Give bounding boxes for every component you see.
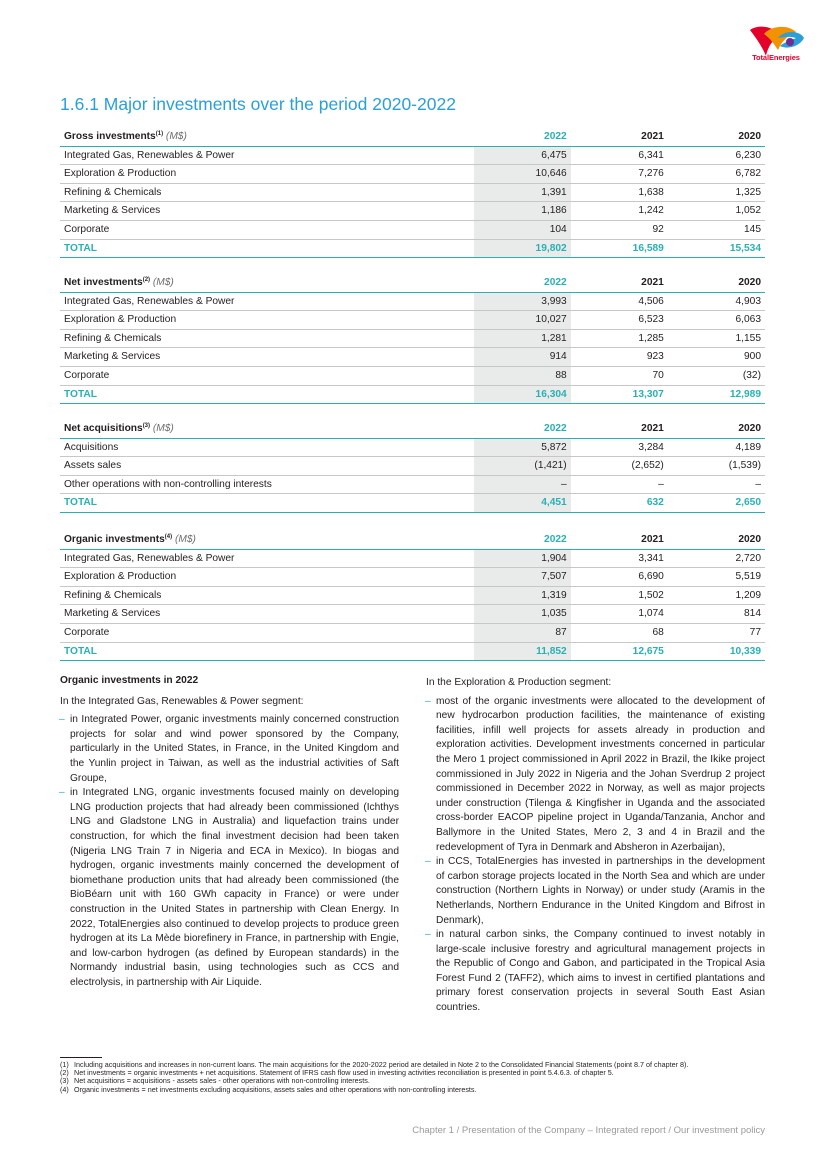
list-item: – in Integrated LNG, organic investments focused mainly on developing LNG production projects that had already been commissioned (Ichthys LNG and Gladstone LNG in Australia) and liquefaction trains under construction, for which the final investment decision had been taken (Nigeria LNG Train 7 in Nigeria and ECA in Mexico). In biogas and hydrogen, organic investments mainly concerned the development of biomethane production units that had already been commissioned (the BioBéarn unit with 160 GWh capacity in France) or were under construction in the United States in partnership with Clean Energy. In 2022, TotalEnergies also continued to develop projects to produce green hydrogen at its La Mède biorefinery in France, in partnership with Engie, and low-carbon hydrogen (as defined by European standards) in the Normandy industrial basin, using technologies such as CCS and electrolysis, in partnership with Air Liquide. (60, 786, 399, 990)
right-text-column (426, 676, 765, 1016)
gross-investments-table (60, 128, 765, 258)
total-row: TOTAL 11,852 12,675 10,339 (60, 642, 765, 661)
table-row: Refining & Chemicals 1,391 1,638 1,325 (60, 183, 765, 202)
table-row: Marketing & Services 1,186 1,242 1,052 (60, 202, 765, 221)
table-title: Organic investments$^{(4)}$ (M$) (60, 531, 474, 549)
logo-wordmark: TotalEnergies (752, 53, 800, 62)
table-row: Marketing & Services 914 923 900 (60, 348, 765, 367)
footnote: (2) Net investments = organic investments + net acquisitions. Statement of IFRS cash flow used in investing activities reconciliation is presented in point 5.4.6.3. of chapter 5. (60, 1068, 614, 1078)
total-row: TOTAL 4,451 632 2,650 (60, 494, 765, 513)
page-footer: Chapter 1 / Presentation of the Company – Integrated report / Our investment policy (412, 1125, 765, 1136)
table-row: Exploration & Production 10,027 6,523 6,063 (60, 311, 765, 330)
footnote: (4) Organic investments = net investments excluding acquisitions, assets sales and other operations with non-controlling interests. (60, 1084, 477, 1094)
table-row: Integrated Gas, Renewables & Power 1,904 3,341 2,720 (60, 549, 765, 568)
bullet-list (426, 695, 765, 1016)
table-row: Corporate 104 92 145 (60, 220, 765, 239)
footnotes (60, 1061, 768, 1094)
year-header-2021: 2021 (571, 531, 668, 549)
year-header-2021: 2021 (571, 420, 668, 438)
table-title: Net acquisitions$^{(3)}$ (M$) (60, 420, 474, 438)
list-item: – most of the organic investments were allocated to the development of new hydrocarbon production facilities, the maintenance of existing facilities, infill well projects for assets already in production and exploration activities. Development investments concerned in particular the Mero 1 project commissioned in April 2022 in Brazil, the Ikike project commissioned in July 2022 in Nigeria and the Johan Sverdrup 2 project commissioned in December 2022 in Norway, as well as major projects under construction (Tilenga & Kingfisher in Uganda and the associated cross-border EACOP pipeline project in Uganda/Tanzania, Anchor and Ballymore in the United States, Mero 2, 3 and 4 in Brazil and the redevelopment of Tyra in Denmark and Absheron in Azerbaijan), (426, 695, 765, 856)
year-header-2020: 2020 (668, 128, 765, 146)
organic-investments-heading: Organic investments in 2022 (60, 675, 199, 686)
table-row: Corporate 88 70 (32) (60, 366, 765, 385)
table-row: Acquisitions 5,872 3,284 4,189 (60, 438, 765, 457)
year-header-2020: 2020 (668, 274, 765, 292)
segment-intro: In the Exploration & Production segment: (426, 677, 612, 688)
year-header-2022: 2022 (474, 274, 571, 292)
footnote-divider (60, 1057, 102, 1058)
table-title: Net investments$^{(2)}$ (M$) (60, 274, 474, 292)
list-item: – in Integrated Power, organic investments mainly concerned construction projects for solar and wind power sponsored by the Company, particularly in the United States, in France, in the United Kingdom and the Yunlin project in Taiwan, as well as the industrial activities of Saft Groupe, (60, 713, 399, 786)
table-title: Gross investments$^{(1)}$ (M$) (60, 128, 474, 146)
section-title: 1.6.1 Major investments over the period 2020-2022 (60, 94, 456, 114)
table-row: Assets sales (1,421) (2,652) (1,539) (60, 457, 765, 476)
list-item: – in CCS, TotalEnergies has invested in partnerships in the development of carbon storage projects located in the North Sea and which are under construction (Northern Lights in Norway) or under study (Aramis in the Netherlands, Northern Endurance in the United Kingdom and Bifrost in Denmark), (426, 855, 765, 928)
bullet-list (60, 713, 399, 990)
table-row: Exploration & Production 10,646 7,276 6,782 (60, 165, 765, 184)
organic-investments-table (60, 531, 765, 661)
year-header-2022: 2022 (474, 128, 571, 146)
table-row: Integrated Gas, Renewables & Power 3,993 4,506 4,903 (60, 292, 765, 311)
net-investments-table (60, 274, 765, 404)
table-row: Integrated Gas, Renewables & Power 6,475 6,341 6,230 (60, 146, 765, 165)
footnote: (3) Net acquisitions = acquisitions - assets sales - other operations with non-controlling interests. (60, 1076, 370, 1086)
year-header-2022: 2022 (474, 420, 571, 438)
total-row: TOTAL 16,304 13,307 12,989 (60, 385, 765, 404)
list-item: – in natural carbon sinks, the Company continued to invest notably in large-scale inclusive forestry and agricultural management projects in the Republic of Congo and Gabon, and participated in the Tropical Asia Forest Fund 2 (TAFF2), which aims to invest in certified plantations and primary forest conservation projects in several South East Asian countries. (426, 928, 765, 1016)
footnote: (1) Including acquisitions and increases in non-current loans. The main acquisitions for the 2020-2022 period are detailed in Note 2 to the Consolidated Financial Statements (point 8.7 of chapter 8). (60, 1060, 689, 1069)
table-row: Refining & Chemicals 1,319 1,502 1,209 (60, 586, 765, 605)
year-header-2021: 2021 (571, 274, 668, 292)
segment-intro: In the Integrated Gas, Renewables & Power segment: (60, 695, 304, 707)
net-acquisitions-table (60, 420, 765, 513)
table-row: Other operations with non-controlling interests – – – (60, 475, 765, 494)
year-header-2020: 2020 (668, 420, 765, 438)
table-row: Marketing & Services 1,035 1,074 814 (60, 605, 765, 624)
total-row: TOTAL 19,802 16,589 15,534 (60, 239, 765, 258)
table-row: Exploration & Production 7,507 6,690 5,519 (60, 568, 765, 587)
year-header-2021: 2021 (571, 128, 668, 146)
table-row: Corporate 87 68 77 (60, 623, 765, 642)
left-text-column (60, 674, 399, 990)
table-row: Refining & Chemicals 1,281 1,285 1,155 (60, 329, 765, 348)
year-header-2022: 2022 (474, 531, 571, 549)
year-header-2020: 2020 (668, 531, 765, 549)
